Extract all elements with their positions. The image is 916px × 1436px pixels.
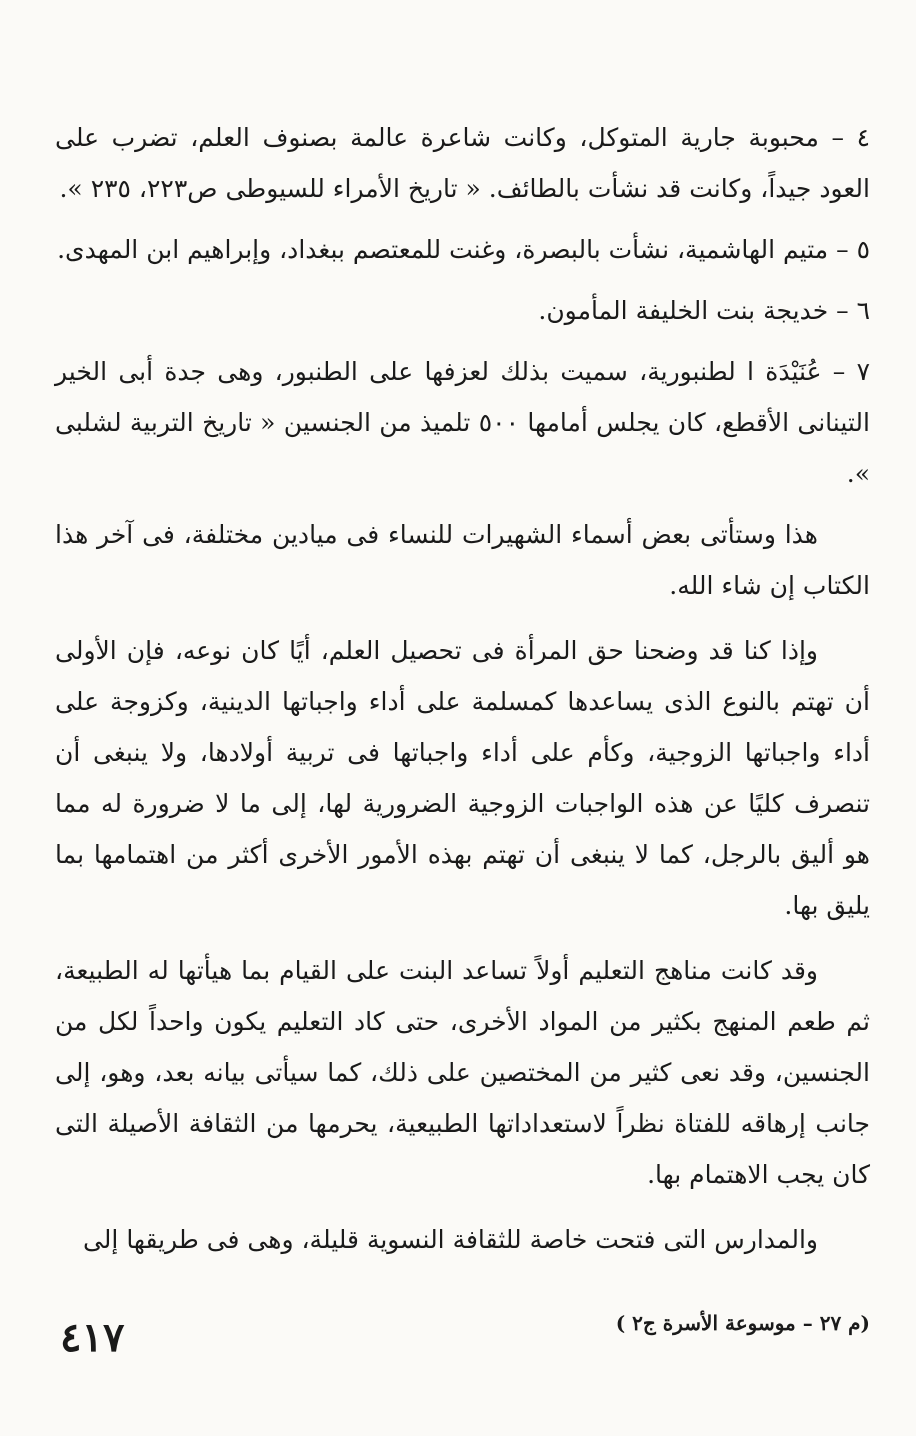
list-item-note-5: ٥ – متيم الهاشمية، نشأت بالبصرة، وغنت للمعتصم ببغداد، وإبراهيم ابن المهدى. bbox=[57, 235, 870, 264]
list-item-note-7: ٧ – عُنَيْدَة ا لطنبورية، سميت بذلك لعزفها على الطنبور، وهى جدة أبى الخير التينانى الأقطع، كان يجلس أمامها ٥٠٠ تلميذ من الجنسين « تاريخ التربية لشلبى ». bbox=[55, 357, 870, 488]
body-paragraph-3: وقد كانت مناهج التعليم أولاً تساعد البنت على القيام بما هيأتها له الطبيعة، ثم طعم المنهج بكثير من المواد الأخرى، حتى كاد التعليم يكون واحداً لكل من الجنسين، وقد نعى كثير من المختصين على ذلك، كما سيأتى بيانه بعد، وهو، إلى جانب إرهاقه للفتاة نظراً لاستعداداتها الطبيعية، يحرمها من الثقافة الأصيلة التى كان يجب الاهتمام بها. bbox=[55, 956, 870, 1189]
footer-signature-note: (م ٢٧ – موسوعة الأسرة ج٢ ) bbox=[615, 1311, 870, 1335]
list-item-note-6: ٦ – خديجة بنت الخليفة المأمون. bbox=[538, 296, 870, 325]
page-number: ٤١٧ bbox=[60, 1314, 125, 1361]
body-paragraph-2: وإذا كنا قد وضحنا حق المرأة فى تحصيل العلم، أيًا كان نوعه، فإن الأولى أن تهتم بالنوع الذى يساعدها كمسلمة على أداء واجباتها الدينية، وكزوجة على أداء واجباتها الزوجية، وكأم على أداء واجباتها فى تربية أولادها، ولا ينبغى أن تنصرف كليًا عن هذه الواجبات الزوجية الضرورية لها، إلى ما لا ضرورة له مما هو أليق بالرجل، كما لا ينبغى أن تهتم بهذه الأمور الأخرى أكثر من اهتمامها بما يليق بها. bbox=[55, 636, 870, 920]
body-paragraph-4: والمدارس التى فتحت خاصة للثقافة النسوية قليلة، وهى فى طريقها إلى bbox=[82, 1225, 818, 1254]
list-item-note-4: ٤ – محبوبة جارية المتوكل، وكانت شاعرة عالمة بصنوف العلم، تضرب على العود جيداً، وكانت قد نشأت بالطائف. « تاريخ الأمراء للسيوطى ص٢٢٣، ٢٣٥ ». bbox=[55, 123, 870, 203]
body-paragraph-1: هذا وستأتى بعض أسماء الشهيرات للنساء فى ميادين مختلفة، فى آخر هذا الكتاب إن شاء الله. bbox=[55, 520, 870, 600]
page-footer bbox=[60, 1308, 870, 1368]
page-body bbox=[55, 112, 870, 1279]
